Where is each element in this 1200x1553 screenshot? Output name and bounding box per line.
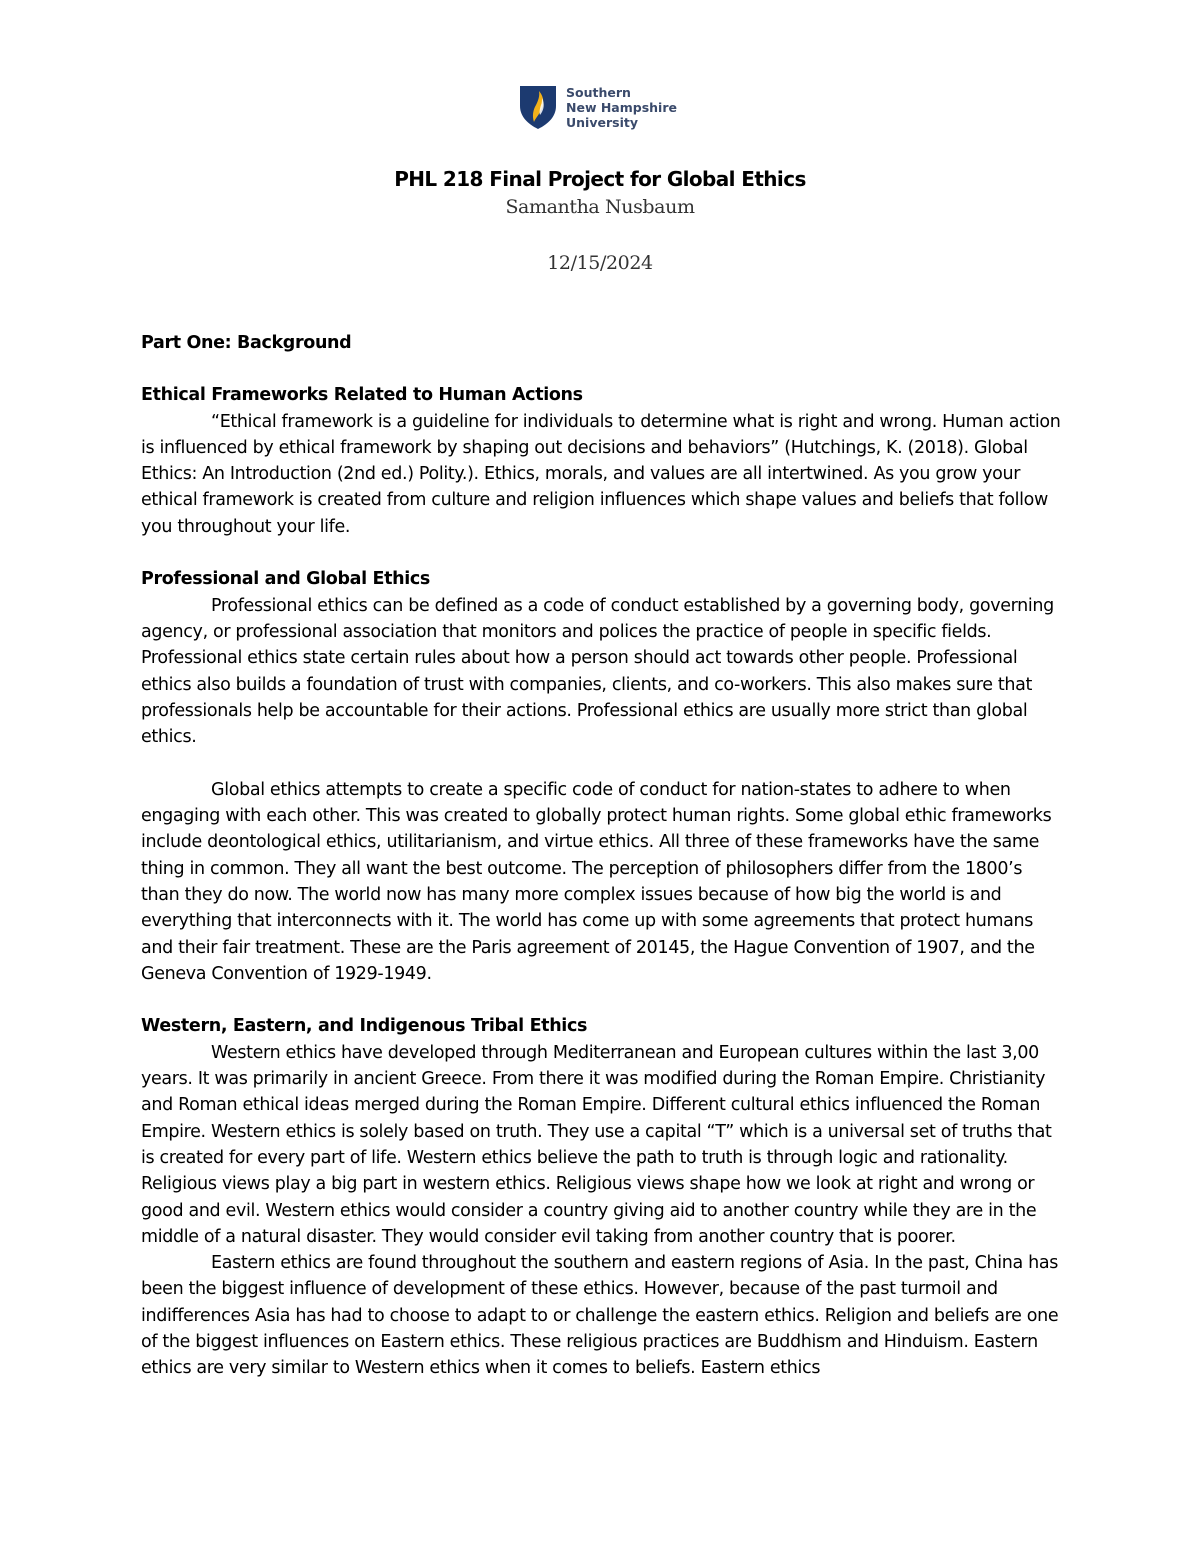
- paragraph: Global ethics attempts to create a specific code of conduct for nation-states to adhere to when engaging with each other. This was created to globally protect human rights. Some global ethic frameworks include deontological ethics, utilitarianism, and virtue ethics. All three of these frameworks have the same thing in common. They all want the best outcome. The perception of philosophers differ from the 1800’s than they do now. The world now has many more complex issues because of how big the world is and everything that interconnects with it. The world has come up with some agreements that protect humans and their fair treatment. These are the Paris agreement of 20145, the Hague Convention of 1907, and the Geneva Convention of 1929-1949.: [141, 779, 1052, 984]
- document-body: [141, 330, 1061, 1382]
- university-logo: [518, 84, 677, 130]
- section-heading: Ethical Frameworks Related to Human Actions: [141, 385, 583, 406]
- author-name: Samantha Nusbaum: [505, 196, 695, 218]
- paragraph: Eastern ethics are found throughout the southern and eastern regions of Asia. In the past, China has been the biggest influence of development of these ethics. However, because of the past turmoil and indifferences Asia has had to choose to adapt to or challenge the eastern ethics. Religion and beliefs are one of the biggest influences on Eastern ethics. These religious practices are Buddhism and Hinduism. Eastern ethics are very similar to Western ethics when it comes to beliefs. Eastern ethics: [141, 1253, 1059, 1379]
- paragraph: “Ethical framework is a guideline for individuals to determine what is right and wrong. Human action is influenced by ethical framework by shaping out decisions and behaviors” (Hutchings, K. (2018). Global Ethics: An Introduction (2nd ed.) Polity.). Ethics, morals, and values are all intertwined. As you grow your ethical framework is created from culture and religion influences which shape values and beliefs that follow you throughout your life.: [141, 411, 1061, 537]
- snhu-shield-flame-icon: [518, 84, 558, 130]
- logo-line-2: New Hampshire: [566, 99, 677, 115]
- document-date: 12/15/2024: [547, 252, 653, 274]
- logo-line-3: University: [566, 114, 638, 130]
- logo-line-1: Southern: [566, 84, 631, 100]
- paragraph: Professional ethics can be defined as a code of conduct established by a governing body, governing agency, or professional association that monitors and polices the practice of people in specific fields. Professional ethics state certain rules about how a person should act towards other people. Professional ethics also builds a foundation of trust with companies, clients, and co-workers. This also makes sure that professionals help be accountable for their actions. Professional ethics are usually more strict than global ethics.: [141, 595, 1054, 748]
- document-title: PHL 218 Final Project for Global Ethics: [394, 167, 806, 191]
- part-heading: Part One: Background: [141, 333, 352, 353]
- section-heading: Western, Eastern, and Indigenous Tribal Ethics: [141, 1016, 588, 1037]
- section-heading: Professional and Global Ethics: [141, 569, 430, 590]
- logo-wordmark: [566, 85, 677, 130]
- paragraph: Western ethics have developed through Mediterranean and European cultures within the last 3,00 years. It was primarily in ancient Greece. From there it was modified during the Roman Empire. Christianity and Roman ethical ideas merged during the Roman Empire. Different cultural ethics influenced the Roman Empire. Western ethics is solely based on truth. They use a capital “T” which is a universal set of truths that is created for every part of life. Western ethics believe the path to truth is through logic and rationality. Religious views play a big part in western ethics. Religious views shape how we look at right and wrong or good and evil. Western ethics would consider a country giving aid to another country while they are in the middle of a natural disaster. They would consider evil taking from another country that is poorer.: [141, 1042, 1052, 1247]
